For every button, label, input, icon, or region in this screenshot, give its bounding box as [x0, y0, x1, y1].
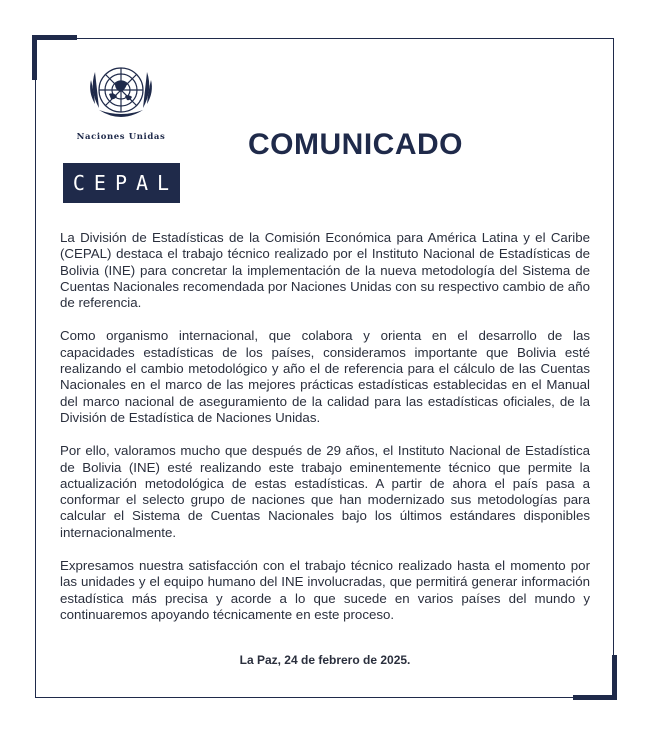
paragraph-3: Por ello, valoramos mucho que después de 29 años, el Instituto Nacional de Estadística de Bolivia (INE) esté realizando este trabajo eminentemente técnico que permite la actualización metodológica de estas estadísticas. A partir de ahora el país pasa a conformar el selecto grupo de naciones que han modernizado sus metodologías para calcular el Sistema de Cuentas Nacionales bajo los últimos estándares disponibles internacionalmente.: [60, 443, 590, 540]
un-logo-label: Naciones Unidas: [76, 132, 166, 142]
paragraph-2: Como organismo internacional, que colabora y orienta en el desarrollo de las capacidades estadísticas de los países, consideramos importante que Bolivia esté realizando el cambio metodológico y año el de referencia para el cálculo de las Cuentas Nacionales en el marco de las mejores prácticas estadísticas establecidas en el Manual del marco nacional de aseguramiento de la calidad para las estadísticas oficiales, de la División de Estadística de Naciones Unidas.: [60, 328, 590, 425]
corner-accent-top-left: [32, 35, 77, 40]
corner-accent-top-left-vertical: [32, 35, 37, 80]
corner-accent-bottom-right: [573, 695, 617, 700]
place-date: La Paz, 24 de febrero de 2025.: [239, 653, 411, 667]
paragraph-4: Expresamos nuestra satisfacción con el trabajo técnico realizado hasta el momento por las unidades y el equipo humano del INE involucradas, que permitirá generar información estadística más precisa y acorde a lo que sucede en varios países del mundo y continuaremos apoyando técnicamente en este proceso.: [60, 558, 590, 622]
paragraph-1: La División de Estadísticas de la Comisión Económica para América Latina y el Caribe (CEPAL) destaca el trabajo técnico realizado por el Instituto Nacional de Estadísticas de Bolivia (INE) para concretar la implementación de la nueva metodología del Sistema de Cuentas Nacionales recomendada por Naciones Unidas con su respectivo cambio de año de referencia.: [60, 230, 590, 311]
corner-accent-bottom-right-vertical: [612, 655, 617, 700]
cepal-logo: CEPAL: [63, 163, 180, 203]
page-title: COMUNICADO: [248, 128, 463, 161]
un-emblem-icon: [81, 58, 161, 128]
document-body: [60, 230, 590, 640]
